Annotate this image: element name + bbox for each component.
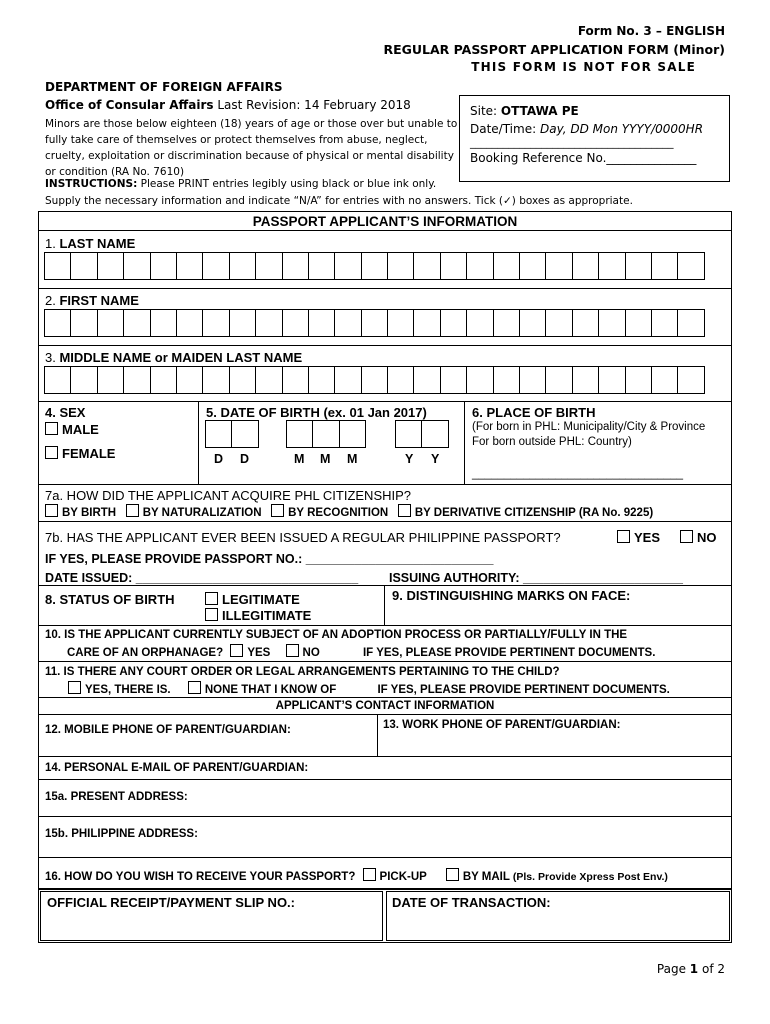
site-box xyxy=(459,95,730,182)
status-of-birth-label: 8. STATUS OF BIRTH xyxy=(45,592,175,607)
char-box[interactable] xyxy=(123,252,150,280)
by-mail-label: BY MAIL xyxy=(462,871,510,883)
divider xyxy=(38,661,732,662)
q11-options xyxy=(68,681,670,696)
char-box[interactable] xyxy=(334,252,361,280)
male-checkbox[interactable] xyxy=(45,422,58,435)
char-box[interactable] xyxy=(677,309,704,337)
instructions-label: INSTRUCTIONS: xyxy=(45,178,138,190)
yes-checkbox[interactable] xyxy=(617,530,630,543)
char-box[interactable] xyxy=(229,309,256,337)
char-box[interactable] xyxy=(97,252,124,280)
char-box[interactable] xyxy=(282,366,309,394)
q10-options xyxy=(67,644,655,659)
first-name-boxes[interactable] xyxy=(44,309,704,337)
char-box[interactable] xyxy=(625,309,652,337)
form-title: REGULAR PASSPORT APPLICATION FORM (Minor) xyxy=(383,42,725,57)
pob-input-line[interactable]: _________________________________ xyxy=(472,468,684,480)
dob-day-boxes[interactable] xyxy=(205,420,258,448)
by-mail-checkbox[interactable] xyxy=(446,868,459,881)
middle-name-boxes[interactable] xyxy=(44,366,704,394)
dob-year-letter: Y xyxy=(431,452,440,466)
char-box[interactable] xyxy=(572,309,599,337)
q11-label: 11. IS THERE ANY COURT ORDER OR LEGAL ARRANGEMENTS PERTAINING TO THE CHILD? xyxy=(45,666,560,678)
page-total: of 2 xyxy=(701,962,725,976)
char-box[interactable] xyxy=(651,366,678,394)
sex-label: 4. SEX xyxy=(45,405,86,420)
char-box[interactable] xyxy=(395,420,422,448)
char-box[interactable] xyxy=(677,252,704,280)
divider xyxy=(464,401,465,484)
philippine-address-label: 15b. PHILIPPINE ADDRESS: xyxy=(45,828,198,840)
char-box[interactable] xyxy=(677,366,704,394)
by-recognition-option[interactable] xyxy=(271,507,388,519)
char-box[interactable] xyxy=(44,309,71,337)
divider xyxy=(38,756,732,757)
email-label: 14. PERSONAL E-MAIL OF PARENT/GUARDIAN: xyxy=(45,762,309,774)
char-box[interactable] xyxy=(519,252,546,280)
page-prefix: Page xyxy=(656,962,686,976)
date-issued-field[interactable]: DATE ISSUED: ________________________________ xyxy=(45,571,359,585)
q11-docs-note: IF YES, PLEASE PROVIDE PERTINENT DOCUMENTS. xyxy=(377,684,670,696)
char-box[interactable] xyxy=(598,309,625,337)
char-box[interactable] xyxy=(176,252,203,280)
divider xyxy=(38,888,732,890)
by-derivative-checkbox[interactable] xyxy=(398,504,411,517)
office-name: Office of Consular Affairs xyxy=(45,98,214,112)
char-box[interactable] xyxy=(387,366,414,394)
char-box[interactable] xyxy=(255,252,282,280)
char-box[interactable] xyxy=(519,309,546,337)
dob-month-letter: M xyxy=(347,452,358,466)
char-box[interactable] xyxy=(202,309,229,337)
char-box[interactable] xyxy=(202,252,229,280)
datetime-value: Day, DD Mon YYYY/0000HR xyxy=(539,122,704,136)
char-box[interactable] xyxy=(361,252,388,280)
q16-row xyxy=(45,868,668,883)
char-box[interactable] xyxy=(598,252,625,280)
char-box[interactable] xyxy=(493,366,520,394)
char-box[interactable] xyxy=(519,366,546,394)
pickup-label: PICK-UP xyxy=(379,871,427,883)
by-naturalization-option[interactable] xyxy=(126,507,262,519)
char-box[interactable] xyxy=(205,420,232,448)
char-box[interactable] xyxy=(440,252,467,280)
citizenship-options xyxy=(45,504,653,519)
divider xyxy=(38,697,732,698)
char-box[interactable] xyxy=(176,366,203,394)
pob-note: For born outside PHL: Country) xyxy=(472,436,632,448)
illegitimate-checkbox[interactable] xyxy=(205,608,218,621)
char-box[interactable] xyxy=(97,366,124,394)
divider xyxy=(198,401,199,484)
datetime-line xyxy=(470,122,719,136)
char-box[interactable] xyxy=(282,309,309,337)
page-number xyxy=(657,962,725,976)
dob-label: 5. DATE OF BIRTH (ex. 01 Jan 2017) xyxy=(206,405,427,420)
no-checkbox[interactable] xyxy=(680,530,693,543)
char-box[interactable] xyxy=(308,252,335,280)
char-box[interactable] xyxy=(150,366,177,394)
char-box[interactable] xyxy=(334,366,361,394)
illegitimate-option[interactable] xyxy=(205,608,311,623)
char-box[interactable] xyxy=(545,366,572,394)
divider xyxy=(38,779,732,780)
char-box[interactable] xyxy=(334,309,361,337)
q11-yes-checkbox[interactable] xyxy=(68,681,81,694)
char-box[interactable] xyxy=(44,366,71,394)
item-label: MIDDLE NAME or MAIDEN LAST NAME xyxy=(59,350,303,365)
char-box[interactable] xyxy=(339,420,366,448)
char-box[interactable] xyxy=(651,252,678,280)
divider xyxy=(38,857,732,858)
by-recognition-label: BY RECOGNITION xyxy=(288,507,389,519)
site-line xyxy=(470,104,719,118)
minors-line: fully take care of themselves or protect themselves from abuse, neglect, xyxy=(45,134,428,146)
char-box[interactable] xyxy=(466,252,493,280)
form-number: Form No. 3 – ENGLISH xyxy=(577,24,725,38)
char-box[interactable] xyxy=(229,252,256,280)
q11-none-label: NONE THAT I KNOW OF xyxy=(204,684,337,696)
divider xyxy=(38,625,732,626)
char-box[interactable] xyxy=(361,309,388,337)
divider xyxy=(38,816,732,817)
minors-line: or condition (RA No. 7610) xyxy=(45,166,185,178)
q10-yes-label: YES xyxy=(247,647,271,659)
by-derivative-option[interactable] xyxy=(398,507,653,519)
char-box[interactable] xyxy=(70,366,97,394)
char-box[interactable] xyxy=(545,252,572,280)
section-title: PASSPORT APPLICANT’S INFORMATION xyxy=(252,214,518,229)
instructions-text: Please PRINT entries legibly using black or blue ink only. xyxy=(140,178,437,190)
instructions xyxy=(45,178,436,190)
char-box[interactable] xyxy=(229,366,256,394)
by-birth-option[interactable] xyxy=(45,507,116,519)
by-derivative-label: BY DERIVATIVE CITIZENSHIP (RA No. 9225) xyxy=(414,507,654,519)
char-box[interactable] xyxy=(312,420,339,448)
char-box[interactable] xyxy=(493,309,520,337)
no-label: NO xyxy=(697,530,717,545)
char-box[interactable] xyxy=(387,252,414,280)
char-box[interactable] xyxy=(493,252,520,280)
q10-docs-note: IF YES, PLEASE PROVIDE PERTINENT DOCUMENTS. xyxy=(362,647,656,659)
last-name-label xyxy=(45,236,135,251)
contact-section-title: APPLICANT’S CONTACT INFORMATION xyxy=(275,700,495,712)
char-box[interactable] xyxy=(625,252,652,280)
dob-month-letter: M xyxy=(320,452,331,466)
char-box[interactable] xyxy=(572,252,599,280)
char-box[interactable] xyxy=(466,309,493,337)
char-box[interactable] xyxy=(150,252,177,280)
char-box[interactable] xyxy=(308,366,335,394)
q10-label: 10. IS THE APPLICANT CURRENTLY SUBJECT OF AN ADOPTION PROCESS OR PARTIALLY/FULLY IN THE xyxy=(45,629,628,641)
item-number: 2. xyxy=(45,293,56,308)
char-box[interactable] xyxy=(361,366,388,394)
passport-number-field[interactable]: IF YES, PLEASE PROVIDE PASSPORT NO.: ___________________________ xyxy=(45,552,494,566)
item-label: FIRST NAME xyxy=(59,293,139,308)
receipt-label: OFFICIAL RECEIPT/PAYMENT SLIP NO.: xyxy=(47,895,295,910)
yes-label: YES xyxy=(634,530,661,545)
distinguishing-marks-label: 9. DISTINGUISHING MARKS ON FACE: xyxy=(392,588,631,603)
char-box[interactable] xyxy=(286,420,313,448)
q10-no-label: NO xyxy=(302,647,320,659)
present-address-label: 15a. PRESENT ADDRESS: xyxy=(45,791,188,803)
by-recognition-checkbox[interactable] xyxy=(271,504,284,517)
divider xyxy=(38,714,732,715)
last-name-boxes[interactable] xyxy=(44,252,704,280)
char-box[interactable] xyxy=(545,309,572,337)
department-name: DEPARTMENT OF FOREIGN AFFAIRS xyxy=(45,80,283,94)
page-current: 1 xyxy=(689,962,699,976)
pob-note: (For born in PHL: Municipality/City & Province xyxy=(472,421,706,433)
dob-year-boxes[interactable] xyxy=(395,420,448,448)
male-option[interactable] xyxy=(45,422,99,437)
divider xyxy=(377,714,378,756)
minors-line: Minors are those below eighteen (18) years of age or those over but unable to xyxy=(45,118,458,130)
issuing-authority-field[interactable]: ISSUING AUTHORITY: _______________________ xyxy=(389,571,683,585)
dob-day-letter: D xyxy=(240,452,250,466)
char-box[interactable] xyxy=(413,366,440,394)
revision-date: Last Revision: 14 February 2018 xyxy=(217,98,411,112)
char-box[interactable] xyxy=(176,309,203,337)
minors-line: cruelty, exploitation or discrimination because of physical or mental disability xyxy=(45,150,454,162)
dob-month-boxes[interactable] xyxy=(286,420,365,448)
legitimate-label: LEGITIMATE xyxy=(222,592,300,607)
q7b-yes-option[interactable] xyxy=(617,530,660,545)
q7b-label: 7b. HAS THE APPLICANT EVER BEEN ISSUED A REGULAR PHILIPPINE PASSPORT? xyxy=(45,530,561,545)
char-box[interactable] xyxy=(598,366,625,394)
dob-month-letter: M xyxy=(294,452,305,466)
divider xyxy=(38,401,732,402)
male-label: MALE xyxy=(62,422,99,437)
datetime-label: Date/Time: xyxy=(470,122,537,136)
char-box[interactable] xyxy=(123,309,150,337)
supply-instructions: Supply the necessary information and indicate “N/A” for entries with no answers. Tick (✓) boxes as appropriate. xyxy=(45,195,633,207)
q7b-no-option[interactable] xyxy=(680,530,717,545)
char-box[interactable] xyxy=(440,309,467,337)
char-box[interactable] xyxy=(70,309,97,337)
mobile-phone-label: 12. MOBILE PHONE OF PARENT/GUARDIAN: xyxy=(45,724,291,736)
item-label: LAST NAME xyxy=(59,236,136,251)
char-box[interactable] xyxy=(572,366,599,394)
divider xyxy=(38,288,732,289)
char-box[interactable] xyxy=(413,309,440,337)
q10-label-cont: CARE OF AN ORPHANAGE? xyxy=(67,647,224,659)
illegitimate-label: ILLEGITIMATE xyxy=(222,608,312,623)
q11-none-checkbox[interactable] xyxy=(188,681,201,694)
by-mail-note: (Pls. Provide Xpress Post Env.) xyxy=(512,871,668,883)
office-line xyxy=(45,98,411,112)
char-box[interactable] xyxy=(70,252,97,280)
char-box[interactable] xyxy=(625,366,652,394)
char-box[interactable] xyxy=(651,309,678,337)
pob-label: 6. PLACE OF BIRTH xyxy=(472,405,596,420)
minors-definition xyxy=(45,116,457,180)
char-box[interactable] xyxy=(413,252,440,280)
char-box[interactable] xyxy=(150,309,177,337)
char-box[interactable] xyxy=(202,366,229,394)
char-box[interactable] xyxy=(282,252,309,280)
q7a-label: 7a. HOW DID THE APPLICANT ACQUIRE PHL CITIZENSHIP? xyxy=(45,488,412,503)
q11-yes-label: YES, THERE IS. xyxy=(85,684,171,696)
divider xyxy=(38,585,732,586)
by-birth-label: BY BIRTH xyxy=(62,507,117,519)
divider xyxy=(38,521,732,522)
blank-line: _____________________________________ xyxy=(470,136,674,149)
site-value: OTTAWA PE xyxy=(500,104,579,118)
char-box[interactable] xyxy=(255,309,282,337)
item-number: 1. xyxy=(45,236,56,251)
site-label: Site: xyxy=(470,104,498,118)
by-naturalization-label: BY NATURALIZATION xyxy=(142,507,262,519)
dob-day-letter: D xyxy=(214,452,224,466)
q10-no-checkbox[interactable] xyxy=(286,644,299,657)
pickup-checkbox[interactable] xyxy=(363,868,376,881)
middle-name-label xyxy=(45,350,302,365)
female-option[interactable] xyxy=(45,446,115,461)
char-box[interactable] xyxy=(44,252,71,280)
female-label: FEMALE xyxy=(62,446,116,461)
divider xyxy=(38,230,732,231)
booking-reference[interactable]: Booking Reference No._______________ xyxy=(470,151,697,165)
first-name-label xyxy=(45,293,139,308)
item-number: 3. xyxy=(45,350,56,365)
by-naturalization-checkbox[interactable] xyxy=(126,504,139,517)
female-checkbox[interactable] xyxy=(45,446,58,459)
work-phone-label: 13. WORK PHONE OF PARENT/GUARDIAN: xyxy=(383,719,621,731)
char-box[interactable] xyxy=(440,366,467,394)
transaction-date-label: DATE OF TRANSACTION: xyxy=(392,895,551,910)
char-box[interactable] xyxy=(231,420,258,448)
legitimate-checkbox[interactable] xyxy=(205,592,218,605)
char-box[interactable] xyxy=(308,309,335,337)
char-box[interactable] xyxy=(466,366,493,394)
divider xyxy=(38,484,732,485)
char-box[interactable] xyxy=(255,366,282,394)
by-birth-checkbox[interactable] xyxy=(45,504,58,517)
not-for-sale-notice: THIS FORM IS NOT FOR SALE xyxy=(471,60,696,74)
char-box[interactable] xyxy=(421,420,448,448)
char-box[interactable] xyxy=(123,366,150,394)
divider xyxy=(384,585,385,625)
dob-year-letter: Y xyxy=(405,452,414,466)
q10-yes-checkbox[interactable] xyxy=(230,644,243,657)
divider xyxy=(38,345,732,346)
legitimate-option[interactable] xyxy=(205,592,300,607)
char-box[interactable] xyxy=(97,309,124,337)
q16-label: 16. HOW DO YOU WISH TO RECEIVE YOUR PASSPORT? xyxy=(45,871,356,883)
char-box[interactable] xyxy=(387,309,414,337)
